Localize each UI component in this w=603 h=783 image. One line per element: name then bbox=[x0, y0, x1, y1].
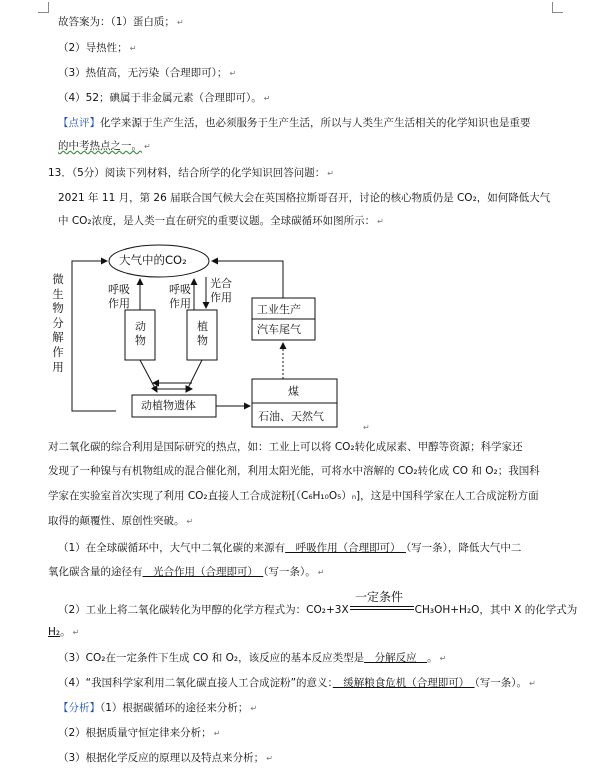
reaction-equals-top bbox=[350, 606, 414, 607]
comment-tag: 【点评】 bbox=[58, 117, 100, 129]
corner-mark-right bbox=[552, 2, 563, 13]
animal-to-remains-arrow bbox=[140, 360, 157, 392]
co2-label: 大气中的CO₂ bbox=[119, 253, 187, 267]
question-13-para-2: 中 CO₂浓度，是人类一直在研究的重要议题。全球碳循环如图所示： ↵ bbox=[58, 215, 384, 227]
plant-label: 植物 bbox=[197, 320, 208, 347]
question-13-intro: 13．（5分）阅读下列材料，结合所学的化学知识回答问题： ↵ bbox=[48, 167, 334, 179]
material-line-1: 对二氧化碳的综合利用是国际研究的热点，如：工业上可以将 CO₂转化成尿素、甲醇等资源；科学家还 bbox=[48, 441, 523, 453]
plant-to-remains-arrow bbox=[186, 360, 202, 392]
decompose-label: 微生物分解作用 bbox=[52, 272, 64, 374]
remains-label: 动植物遗体 bbox=[141, 399, 196, 412]
question-2-line-2: H₂。 ↵ bbox=[48, 626, 80, 638]
material-line-2: 发现了一种镍与有机物组成的混合催化剂，利用太阳光能，可将水中溶解的 CO₂转化成 CO 和 O₂；我国科 bbox=[48, 465, 540, 477]
answer-3: （3）热值高，无污染（合理即可）； ↵ bbox=[58, 67, 237, 79]
answer-2: （2）导热性； ↵ bbox=[58, 42, 137, 54]
animal-label: 动物 bbox=[135, 320, 146, 347]
car-exhaust-label: 汽车尾气 bbox=[257, 323, 301, 336]
material-line-3: 学家在实验室首次实现了利用 CO₂直接人工合成淀粉[（C₆H₁₀O₅）ₙ]，这是中国科学家在人工合成淀粉方面 bbox=[48, 490, 539, 502]
question-2-line-1: （2）工业上将二氧化碳转化为甲醇的化学方程式为：CO₂+3X CH₃OH+H₂O，其中 X 的化学式为 bbox=[58, 604, 578, 616]
question-1-line-1: （1）在全球碳循环中，大气中二氧化碳的来源有 呼吸作用（合理即可） （写一条），降低大气中二 bbox=[58, 542, 522, 554]
question-1-line-2: 氧化碳含量的途径有 光合作用（合理即可） （写一条）。 ↵ bbox=[48, 566, 325, 578]
analysis-tag: 【分析】 bbox=[58, 702, 100, 714]
answer-reaction-type: 分解反应 bbox=[364, 652, 428, 664]
industry-label: 工业生产 bbox=[257, 303, 301, 316]
question-3-line: （3）CO₂在一定条件下生成 CO 和 O₂，该反应的基本反应类型是 分解反应 。 ↵ bbox=[58, 652, 447, 664]
answer-4: （4）52；碘属于非金属元素（合理即可）。 ↵ bbox=[58, 92, 271, 104]
respiration-label-animal: 呼吸 作用 bbox=[108, 283, 130, 310]
answer-heading: 故答案为：（1）蛋白质； ↵ bbox=[58, 16, 184, 28]
analysis-line-1: 【分析】（1）根据碳循环的途径来分析； ↵ bbox=[58, 702, 258, 714]
answer-co2-source: 呼吸作用（合理即可） bbox=[285, 542, 406, 554]
question-4-line: （4）“我国科学家利用二氧化碳直接人工合成淀粉”的意义： 缓解粮食危机（合理即可） （写一条）。 ↵ bbox=[58, 677, 536, 689]
answer-x-formula: H₂ bbox=[48, 626, 61, 638]
diagram-end-mark: ↵ bbox=[363, 423, 370, 432]
analysis-line-2: （2）根据质量守恒定律来分析； ↵ bbox=[58, 727, 221, 739]
coal-label: 煤 bbox=[288, 385, 299, 398]
answer-co2-reduce: 光合作用（合理即可） bbox=[142, 566, 264, 578]
carbon-cycle-diagram bbox=[50, 243, 360, 431]
respiration-label-plant: 呼吸 作用 bbox=[169, 283, 191, 310]
question-13-para-1: 2021 年 11 月，第 26 届联合国气候大会在英国格拉斯哥召开，讨论的核心物质仍是 CO₂，如何降低大气 bbox=[58, 192, 551, 204]
corner-mark-left bbox=[38, 2, 49, 13]
answer-significance: 缓解粮食危机（合理即可） bbox=[332, 677, 475, 689]
comment-line-2: 的中考热点之一。 ↵ bbox=[58, 140, 151, 152]
reaction-equals-bottom bbox=[350, 609, 414, 610]
photosynthesis-label: 光合 作用 bbox=[210, 277, 232, 304]
oil-gas-label: 石油、天然气 bbox=[258, 410, 324, 423]
material-line-4: 取得的颠覆性、原创性突破。 ↵ bbox=[48, 515, 194, 527]
analysis-line-3: （3）根据化学反应的原理以及特点来分析； ↵ bbox=[58, 752, 273, 764]
comment-line-1: 【点评】化学来源于生产生活，也必须服务于生产生活，所以与人类生产生活相关的化学知识也是重要 bbox=[58, 117, 531, 129]
reaction-condition: 一定条件 bbox=[355, 590, 404, 604]
